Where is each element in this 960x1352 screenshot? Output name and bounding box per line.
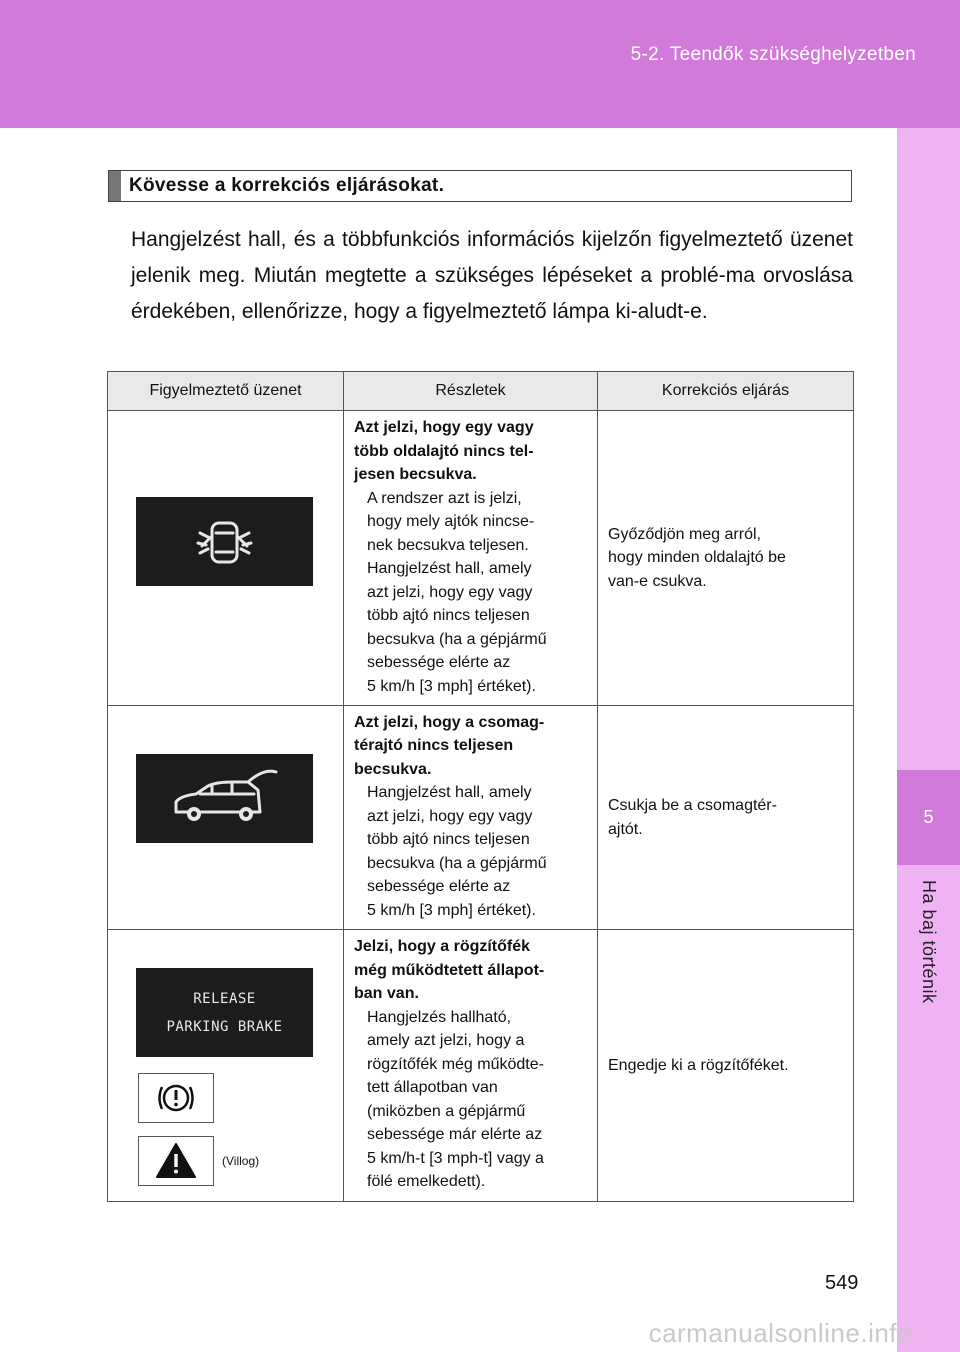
parking-brake-warning-icon [138, 1073, 214, 1123]
page-number: 549 [825, 1272, 859, 1294]
warning-table [107, 371, 854, 1202]
chapter-title-tab[interactable] [897, 880, 960, 1020]
column-header: Figyelmeztető üzenet [108, 372, 344, 411]
chapter-number-tab[interactable]: 5 [897, 770, 960, 865]
correction-cell: Engedje ki a rögzítőféket. [598, 930, 854, 1202]
tailgate-open-icon [136, 754, 313, 843]
section-heading [108, 170, 852, 202]
detail-text: A rendszer azt is jelzi, hogy mely ajtók nincse- nek becsukva teljesen. Hangjelzést hall, amely azt jelzi, hogy egy vagy több ajtó nincs teljesen becsukva (ha a gépjármű sebessége elérte az 5 km/h [3 mph] értéket). [367, 489, 547, 695]
detail-title: Jelzi, hogy a rögzítőfék még működtetett állapot- ban van. [354, 938, 545, 1003]
heading-bar [109, 171, 121, 201]
column-header: Korrekciós eljárás [598, 372, 854, 411]
detail-title: Azt jelzi, hogy egy vagy több oldalajtó nincs tel- jesen becsukva. [354, 419, 534, 483]
correction-cell: Győződjön meg arról, hogy minden oldalajtó be van-e csukva. [598, 411, 854, 706]
detail-text: Hangjelzés hallható, amely azt jelzi, hogy a rögzítőfék még működte- tett állapotban van (miközben a gépjármű sebessége már elérte az 5 km/h-t [3 mph-t] vagy a fölé emelkedett). [367, 1008, 544, 1191]
column-header: Részletek [344, 372, 598, 411]
warning-message-cell [108, 411, 344, 706]
table-header-row [108, 372, 854, 411]
table-row [108, 930, 854, 1202]
detail-title: Azt jelzi, hogy a csomag- térajtó nincs teljesen becsukva. [354, 713, 545, 778]
blink-note: (Villog) [222, 1154, 260, 1168]
watermark[interactable]: carmanualsonline.info [648, 1318, 912, 1348]
warning-message-cell [108, 706, 344, 930]
details-cell [344, 930, 598, 1202]
screen-line: PARKING BRAKE [166, 1018, 283, 1035]
detail-text: Hangjelzést hall, amely azt jelzi, hogy egy vagy több ajtó nincs teljesen becsukva (ha a gépjármű sebessége elérte az 5 km/h [3 mph] értéket). [367, 784, 547, 919]
correction-cell: Csukja be a csomagtér- ajtót. [598, 706, 854, 930]
details-cell [344, 706, 598, 930]
details-cell [344, 411, 598, 706]
header-band [0, 0, 960, 128]
chapter-title: Ha baj történik [919, 880, 939, 1004]
section-breadcrumb: 5-2. Teendők szükséghelyzetben [630, 44, 916, 65]
side-door-open-icon [136, 497, 313, 586]
table-row [108, 411, 854, 706]
intro-paragraph: Hangjelzést hall, és a többfunkciós információs kijelzőn figyelmeztető üzenet jelenik meg. Miután megtette a szükséges lépéseket a problé-ma orvoslása érdekében, ellenőrizze, hogy a figyelmeztető lámpa ki-aludt-e. [131, 228, 853, 323]
screen-line: RELEASE [193, 990, 256, 1007]
side-tab [897, 128, 960, 1352]
section-heading-text: Kövesse a korrekciós eljárásokat. [129, 175, 445, 196]
caution-triangle-icon [138, 1136, 214, 1186]
warning-message-cell [108, 930, 344, 1202]
table-row [108, 706, 854, 930]
release-parking-brake-screen [136, 968, 313, 1057]
